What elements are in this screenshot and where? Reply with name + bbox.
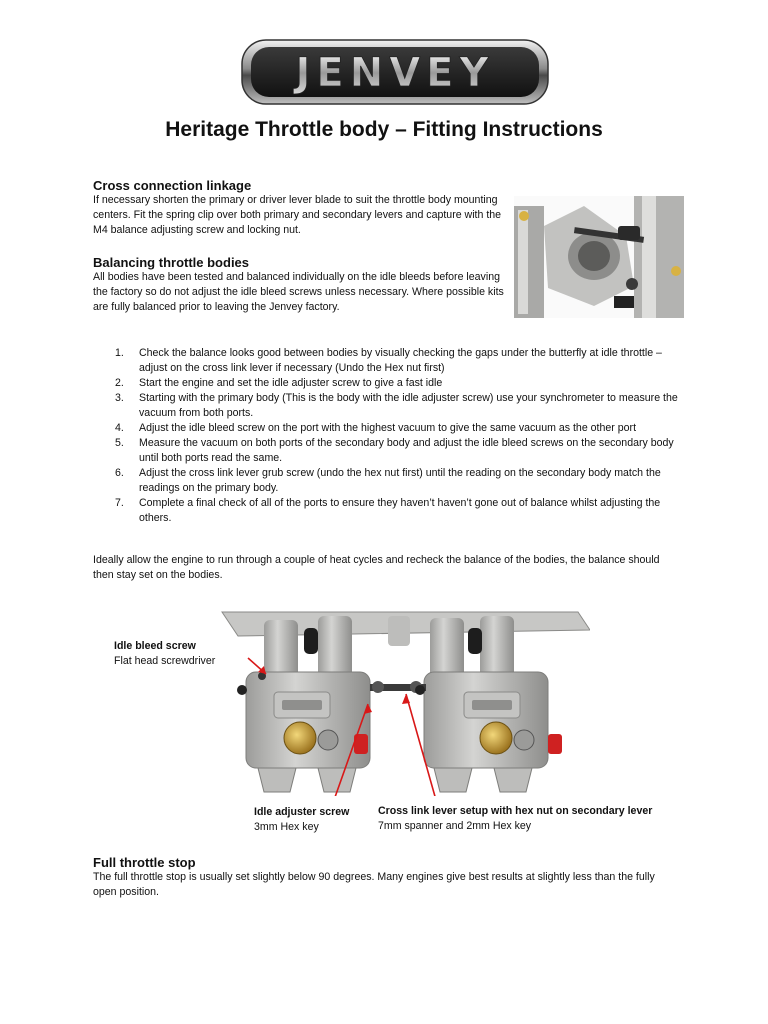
list-item [93, 496, 693, 526]
throttle-body-photo [218, 606, 590, 796]
label-idle-adjuster-screw [254, 805, 349, 835]
step-number: 1. [115, 347, 124, 359]
list-item [93, 376, 693, 391]
closing-paragraph: Ideally allow the engine to run through a couple of heat cycles and recheck the balance of the bodies, the balance should then stay set on the bodies. [93, 554, 660, 581]
label-subtitle: 3mm Hex key [254, 821, 319, 833]
label-title: Cross link lever setup with hex nut on secondary lever [378, 805, 653, 817]
step-text: Check the balance looks good between bodies by visually checking the gaps under the butterfly at idle throttle – adjust on the cross link lever if necessary (Undo the Hex nut first) [139, 347, 662, 374]
section-body: The full throttle stop is usually set slightly below 90 degrees. Many engines give best results at slightly less than the fully open position. [93, 871, 655, 898]
section-heading: Cross connection linkage [93, 178, 252, 193]
section-body: All bodies have been tested and balanced individually on the idle bleeds before leaving the factory so do not adjust the idle bleed screws unless necessary. Where possible kits are fully balanced prior to leaving the Jenvey factory. [93, 271, 504, 313]
balancing-steps-list [93, 346, 693, 526]
step-number: 7. [115, 497, 124, 509]
list-item [93, 436, 693, 466]
step-number: 2. [115, 377, 124, 389]
label-title: Idle bleed screw [114, 640, 196, 652]
section-body: If necessary shorten the primary or driver lever blade to suit the throttle body mounting centers. Fit the spring clip over both primary and secondary levers and capture with the M4 balance adjusting screw and locking nut. [93, 194, 502, 236]
section-full-throttle-stop [93, 855, 663, 900]
label-cross-link-lever [378, 804, 652, 834]
linkage-photo [514, 196, 684, 318]
step-number: 3. [115, 392, 124, 404]
label-idle-bleed-screw [114, 639, 215, 669]
section-cross-connection [93, 178, 513, 238]
page-title: Heritage Throttle body – Fitting Instructions [165, 118, 603, 141]
step-text: Adjust the cross link lever grub screw (undo the hex nut first) until the reading on the secondary body match the readings on the primary body. [139, 467, 661, 494]
step-text: Adjust the idle bleed screw on the port with the highest vacuum to give the same vacuum as the other port [139, 422, 637, 434]
section-heading: Full throttle stop [93, 855, 196, 870]
step-number: 4. [115, 422, 124, 434]
section-heading: Balancing throttle bodies [93, 255, 250, 270]
step-text: Starting with the primary body (This is the body with the idle adjuster screw) use your synchrometer to measure the vacuum from both ports. [139, 392, 678, 419]
label-subtitle: 7mm spanner and 2mm Hex key [378, 820, 532, 832]
step-number: 5. [115, 437, 124, 449]
step-text: Start the engine and set the idle adjuster screw to give a fast idle [139, 377, 443, 389]
step-text: Complete a final check of all of the ports to ensure they haven’t haven’t gone out of balance whilst adjusting the others. [139, 497, 661, 524]
logo-text: JENVEY [295, 50, 495, 96]
step-number: 6. [115, 467, 124, 479]
list-item [93, 421, 693, 436]
list-item [93, 391, 693, 421]
list-item [93, 466, 693, 496]
jenvey-logo [240, 38, 550, 106]
step-text: Measure the vacuum on both ports of the secondary body and adjust the idle bleed screws on the secondary body until both ports read the same. [139, 437, 674, 464]
label-subtitle: Flat head screwdriver [114, 655, 216, 667]
label-title: Idle adjuster screw [254, 806, 350, 818]
section-balancing [93, 255, 513, 315]
list-item [93, 346, 693, 376]
